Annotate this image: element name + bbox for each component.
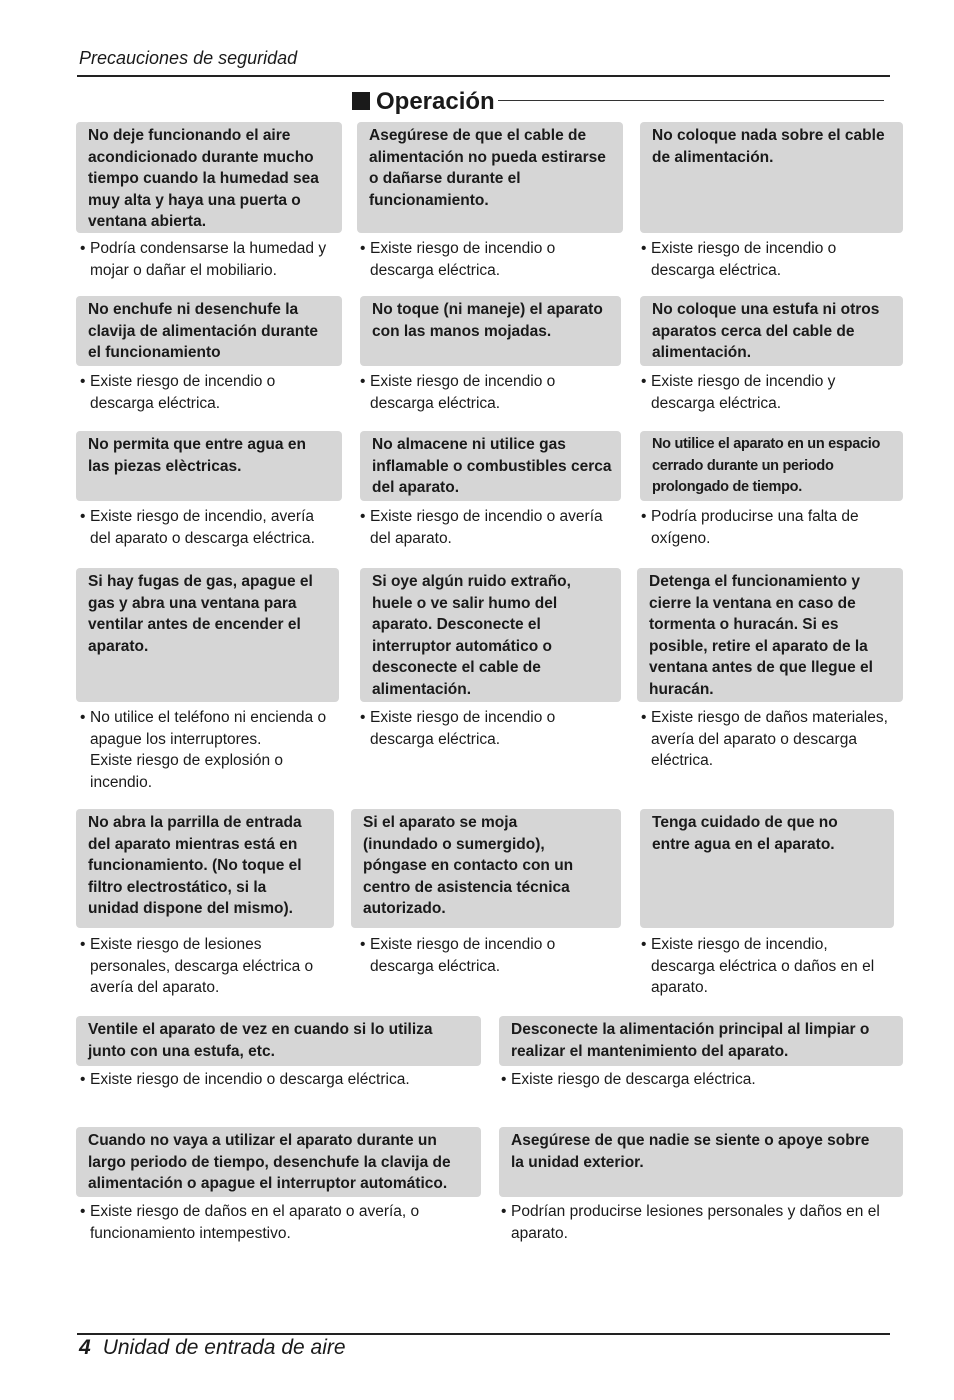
section-title-text: Operación bbox=[376, 88, 495, 115]
consequence-text: Podrían producirse lesiones personales y daños en el aparato. bbox=[511, 1203, 880, 1242]
warning-box bbox=[640, 122, 903, 233]
warning-box bbox=[351, 809, 621, 928]
consequence-note bbox=[360, 238, 555, 281]
warning-box bbox=[76, 1127, 481, 1197]
warning-text: No deje funcionando el aire acondicionado durante mucho tiempo cuando la humedad sea muy alta y haya una puerta o ventana abierta. bbox=[88, 127, 319, 231]
bullet-icon: • bbox=[80, 373, 86, 390]
consequence-note bbox=[360, 506, 603, 549]
consequence-text: Existe riesgo de daños en el aparato o avería, o funcionamiento intempestivo. bbox=[90, 1203, 420, 1242]
warning-box bbox=[76, 1016, 481, 1066]
consequence-text: Existe riesgo de incendio y descarga eléctrica. bbox=[651, 373, 836, 412]
warning-box bbox=[76, 809, 334, 928]
bullet-icon: • bbox=[360, 508, 366, 525]
consequence-note bbox=[641, 506, 859, 549]
consequence-note bbox=[360, 934, 555, 977]
bullet-icon: • bbox=[501, 1071, 507, 1088]
consequence-text: Existe riesgo de descarga eléctrica. bbox=[511, 1071, 756, 1088]
warning-text: Si oye algún ruido extraño, huele o ve salir humo del aparato. Desconecte el interruptor automático o desconecte el cable de alimentación. bbox=[372, 573, 571, 698]
warning-box bbox=[76, 568, 339, 702]
consequence-note bbox=[360, 371, 555, 414]
warning-box bbox=[76, 296, 342, 366]
warning-box bbox=[640, 809, 894, 928]
consequence-text: Existe riesgo de incendio o descarga eléctrica. bbox=[90, 1071, 410, 1088]
bullet-icon: • bbox=[360, 936, 366, 953]
warning-box bbox=[76, 431, 342, 501]
bullet-icon: • bbox=[80, 1071, 86, 1088]
consequence-note bbox=[501, 1069, 756, 1091]
bullet-icon: • bbox=[641, 936, 647, 953]
bullet-icon: • bbox=[360, 240, 366, 257]
bullet-icon: • bbox=[80, 1203, 86, 1220]
consequence-note bbox=[80, 506, 315, 549]
warning-text: No coloque una estufa ni otros aparatos cerca del cable de alimentación. bbox=[652, 301, 880, 362]
header-title: Precauciones de seguridad bbox=[79, 48, 298, 68]
warning-text: Tenga cuidado de que no entre agua en el aparato. bbox=[652, 814, 838, 853]
warning-box bbox=[640, 296, 903, 366]
consequence-text: Existe riesgo de incendio o avería del aparato. bbox=[370, 508, 603, 547]
warning-text: No permita que entre agua en las piezas elèctricas. bbox=[88, 436, 306, 475]
consequence-text: Existe riesgo de lesiones personales, descarga eléctrica o avería del aparato. bbox=[90, 936, 314, 997]
consequence-note bbox=[501, 1201, 880, 1244]
warning-box bbox=[637, 568, 903, 702]
bullet-icon: • bbox=[501, 1203, 507, 1220]
page-footer bbox=[79, 1336, 346, 1360]
warning-text: No coloque nada sobre el cable de alimentación. bbox=[652, 127, 885, 166]
bullet-icon: • bbox=[80, 508, 86, 525]
bullet-icon: • bbox=[641, 373, 647, 390]
consequence-note bbox=[80, 1069, 410, 1091]
warning-text: No enchufe ni desenchufe la clavija de alimentación durante el funcionamiento bbox=[88, 301, 318, 362]
warning-text: No toque (ni maneje) el aparato con las manos mojadas. bbox=[372, 301, 603, 340]
consequence-note bbox=[641, 934, 874, 999]
warning-box bbox=[360, 431, 621, 501]
warning-text: No utilice el aparato en un espacio cerrado durante un periodo prolongado de tiempo. bbox=[652, 436, 881, 496]
footer-title: Unidad de entrada de aire bbox=[102, 1336, 346, 1359]
warning-text: No abra la parrilla de entrada del aparato mientras está en funcionamiento. (No toque el filtro electrostático, si la unidad dispone del mismo). bbox=[88, 814, 302, 918]
consequence-note bbox=[80, 371, 275, 414]
warning-text: No almacene ni utilice gas inflamable o combustibles cerca del aparato. bbox=[372, 436, 612, 497]
bullet-icon: • bbox=[360, 373, 366, 390]
consequence-note bbox=[641, 707, 888, 772]
warning-box bbox=[499, 1016, 903, 1066]
warning-text: Cuando no vaya a utilizar el aparato durante un largo periodo de tiempo, desenchufe la clavija de alimentación o apague el interruptor automático. bbox=[88, 1132, 451, 1193]
bullet-icon: • bbox=[360, 709, 366, 726]
section-title bbox=[352, 88, 495, 116]
consequence-text: Podría producirse una falta de oxígeno. bbox=[651, 508, 859, 547]
consequence-note bbox=[80, 707, 326, 793]
consequence-text: Existe riesgo de incendio o descarga eléctrica. bbox=[370, 709, 556, 748]
page-number: 4 bbox=[79, 1336, 91, 1359]
consequence-note bbox=[80, 238, 326, 281]
warning-text: Asegúrese de que el cable de alimentación no pueda estirarse o dañarse durante el funcionamiento. bbox=[369, 127, 606, 209]
bullet-icon: • bbox=[641, 508, 647, 525]
warning-text: Desconecte la alimentación principal al limpiar o realizar el mantenimiento del aparato. bbox=[511, 1021, 870, 1060]
warning-box bbox=[76, 122, 342, 233]
consequence-note bbox=[80, 934, 313, 999]
consequence-text: Existe riesgo de incendio o descarga eléctrica. bbox=[651, 240, 837, 279]
bullet-icon: • bbox=[641, 240, 647, 257]
warning-box bbox=[360, 568, 621, 702]
warning-box bbox=[360, 296, 621, 366]
warning-text: Ventile el aparato de vez en cuando si lo utiliza junto con una estufa, etc. bbox=[88, 1021, 433, 1060]
consequence-text: Existe riesgo de incendio, descarga eléctrica o daños en el aparato. bbox=[651, 936, 875, 997]
consequence-text: Existe riesgo de incendio, avería del aparato o descarga eléctrica. bbox=[90, 508, 315, 547]
warning-box bbox=[357, 122, 623, 233]
bullet-icon: • bbox=[641, 709, 647, 726]
consequence-text: Existe riesgo de incendio o descarga eléctrica. bbox=[370, 936, 556, 975]
warning-text: Detenga el funcionamiento y cierre la ventana en caso de tormenta o huracán. Si es posible, retire el aparato de la ventana antes de que llegue el huracán. bbox=[649, 573, 873, 698]
header-rule bbox=[77, 75, 890, 77]
consequence-text: No utilice el teléfono ni encienda o apague los interruptores. Existe riesgo de explosión o incendio. bbox=[90, 709, 327, 791]
consequence-text: Podría condensarse la humedad y mojar o dañar el mobiliario. bbox=[90, 240, 327, 279]
warning-box bbox=[499, 1127, 903, 1197]
footer-rule bbox=[77, 1333, 890, 1335]
consequence-text: Existe riesgo de incendio o descarga eléctrica. bbox=[370, 373, 556, 412]
consequence-note bbox=[80, 1201, 419, 1244]
bullet-icon: • bbox=[80, 936, 86, 953]
bullet-icon: • bbox=[80, 709, 86, 726]
consequence-note bbox=[360, 707, 555, 750]
bullet-icon: • bbox=[80, 240, 86, 257]
consequence-note bbox=[641, 371, 835, 414]
section-title-rule bbox=[498, 100, 884, 101]
square-bullet-icon bbox=[352, 92, 370, 110]
consequence-text: Existe riesgo de incendio o descarga eléctrica. bbox=[370, 240, 556, 279]
warning-text: Asegúrese de que nadie se siente o apoye sobre la unidad exterior. bbox=[511, 1132, 870, 1171]
consequence-text: Existe riesgo de incendio o descarga eléctrica. bbox=[90, 373, 276, 412]
warning-text: Si el aparato se moja (inundado o sumergido), póngase en contacto con un centro de asistencia técnica autorizado. bbox=[363, 814, 574, 918]
consequence-note bbox=[641, 238, 836, 281]
warning-box bbox=[640, 431, 903, 501]
consequence-text: Existe riesgo de daños materiales, avería del aparato o descarga eléctrica. bbox=[651, 709, 888, 770]
warning-text: Si hay fugas de gas, apague el gas y abra una ventana para ventilar antes de encender el aparato. bbox=[88, 573, 313, 655]
